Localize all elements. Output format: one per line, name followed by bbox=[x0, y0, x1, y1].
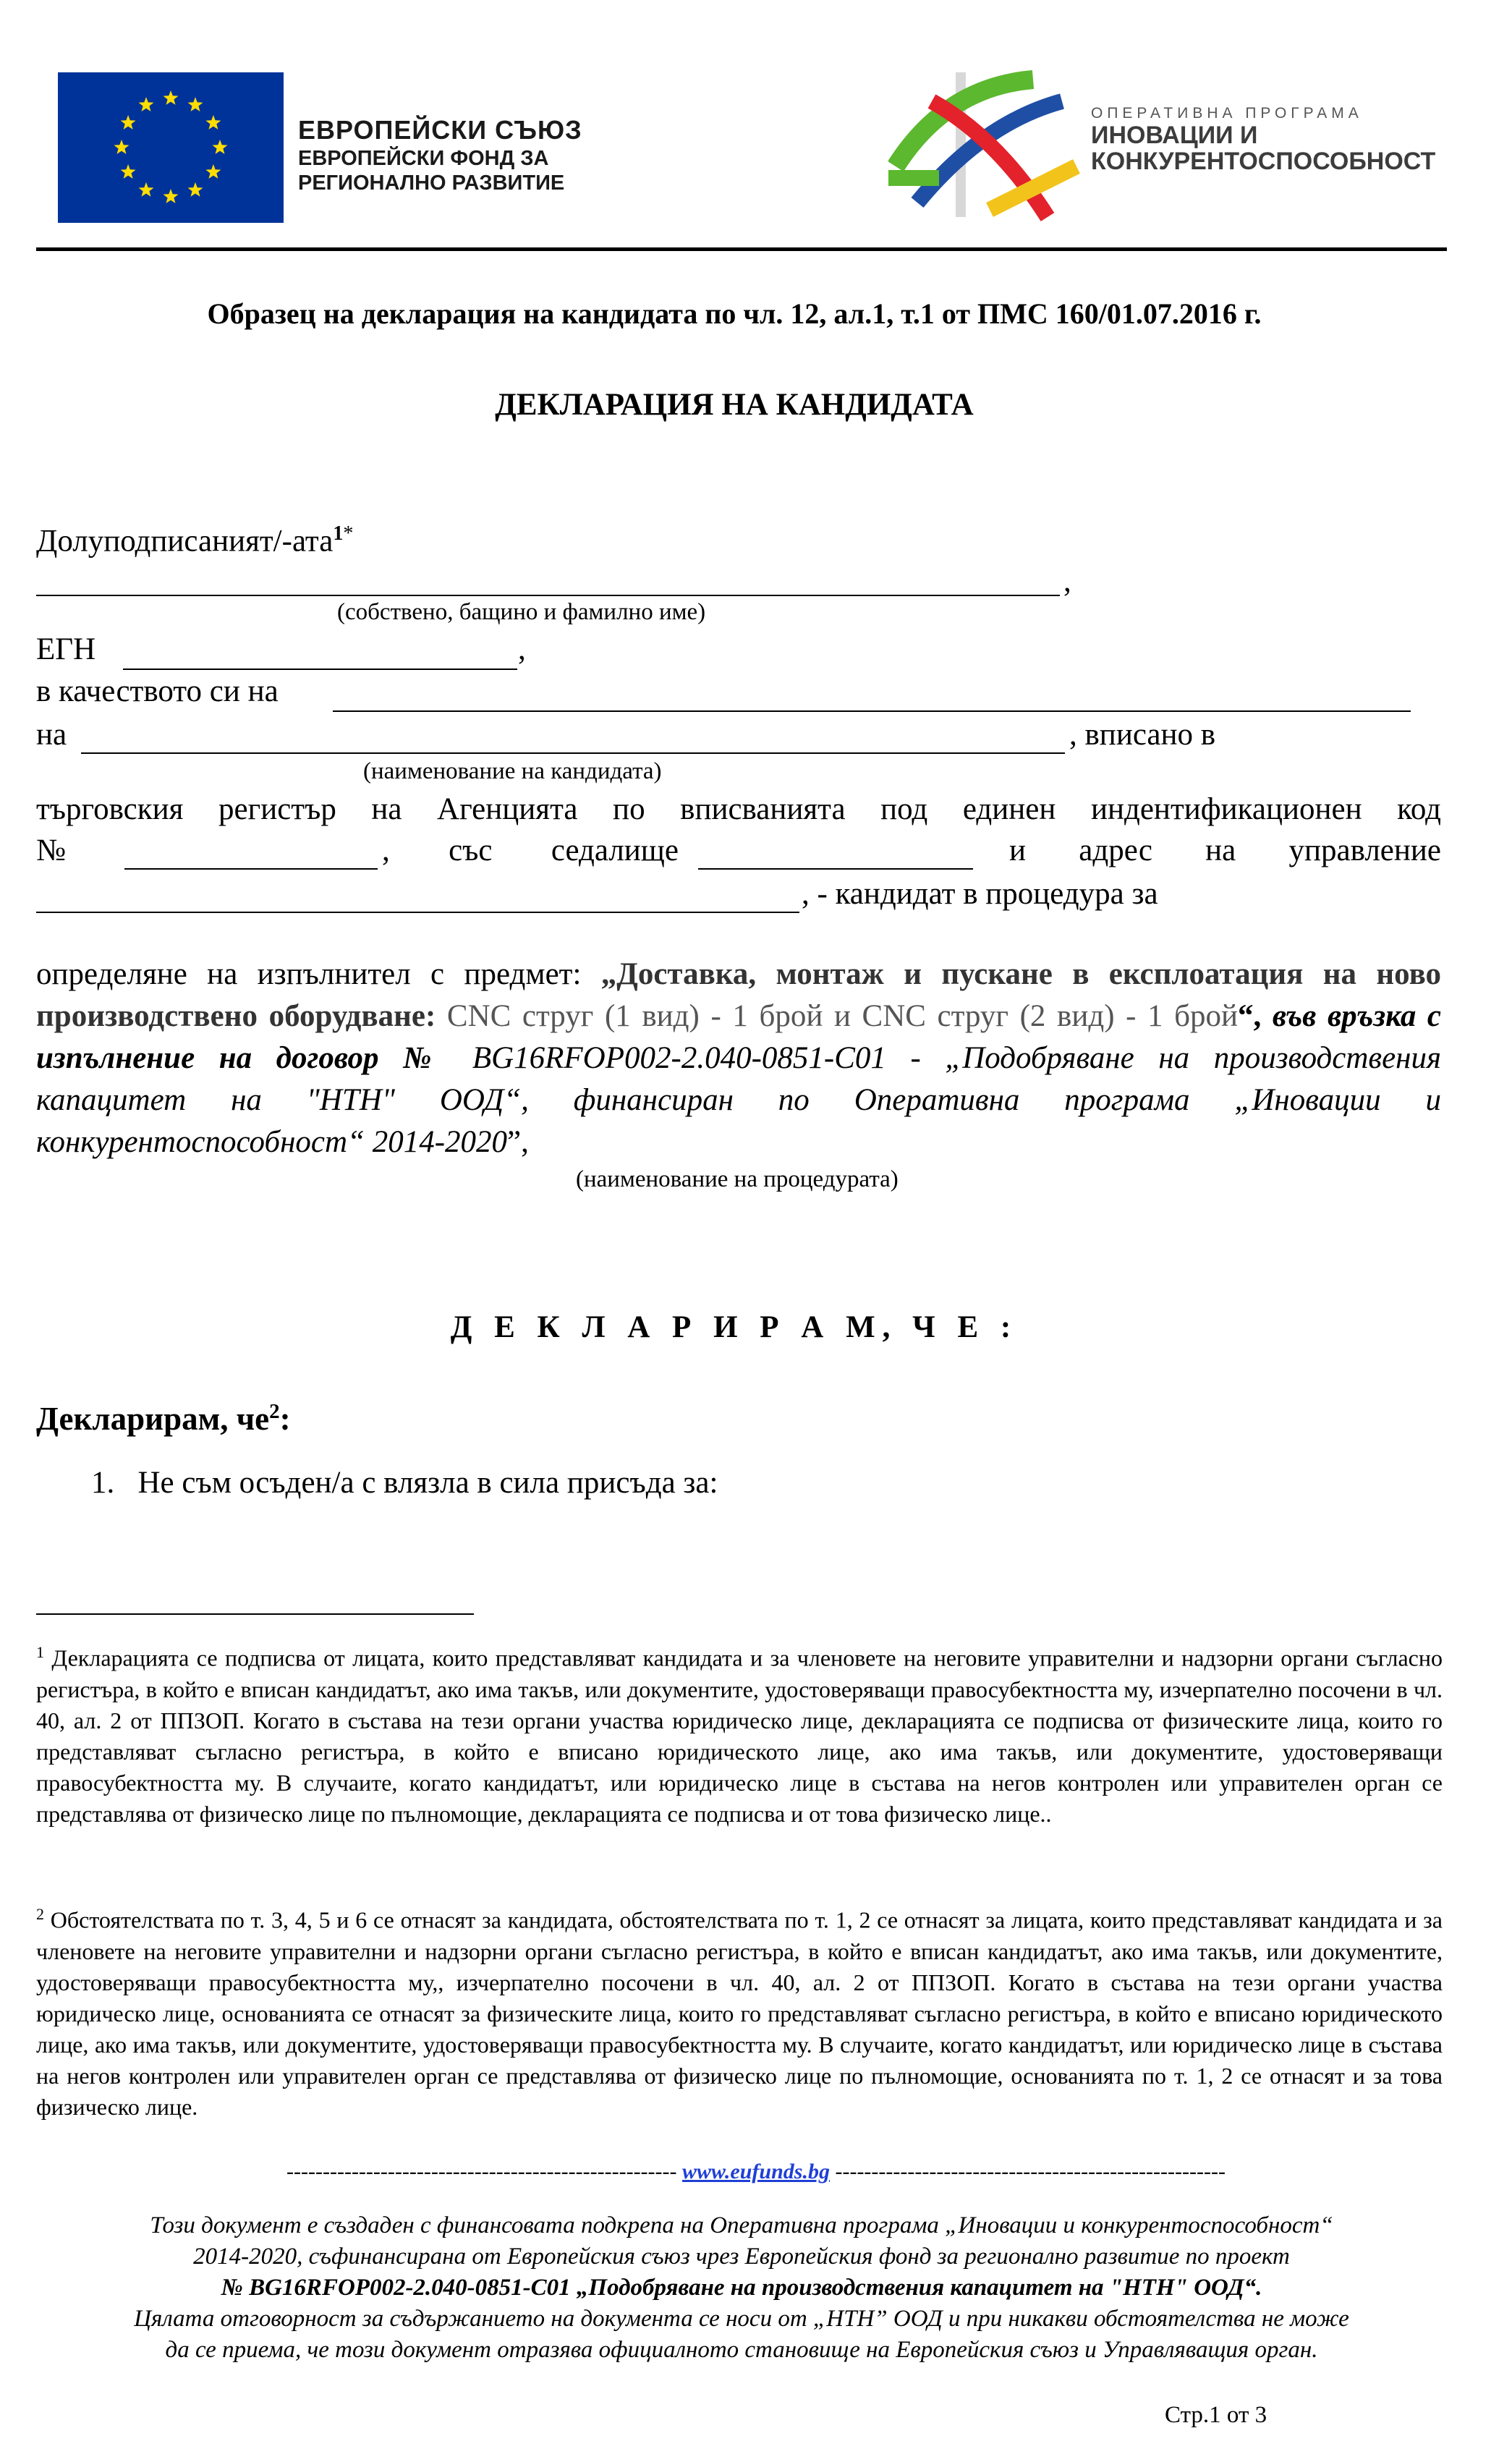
no-label: № bbox=[36, 833, 67, 867]
subject-intro: определяне на изпълнител с предмет: bbox=[36, 957, 601, 991]
declare-subheading: Декларирам, $че^2$: bbox=[36, 1400, 291, 1437]
register-line: търговския регистър на Агенцията по вписванията под единен индентификационен код bbox=[36, 792, 1441, 826]
subject-contract: BG16RFOP002-2.040-0851-C01 - „Подобряване на производствения капацитет на "НТН" ООД“, финансиран по Оперативна програма „Иновации и конкурентоспособност“ 2014-2020 bbox=[36, 1041, 1442, 1159]
capacity-field[interactable] bbox=[333, 710, 1411, 712]
eu-star-icon bbox=[121, 115, 136, 130]
footnote-2: $^2$ Обстоятелствата по т. 3, 4, 5 и 6 се отнасят за кандидата, обстоятелствата по т. 1, 2 се отнасят за лицата, които представляват кандидата и за членовете на неговите управителни и надзорни органи съгласно регистъра, в който е вписан кандидатът, ако има такъв, или документите, удостоверяващи правосубектността му,, изчерпателно посочени в чл. 40, ал. 2 от ППЗОП. Когато в състава на тези органи участва юридическо лице, основанията се отнасят за физическите лица, които го представляват съгласно регистъра, в който е вписано юридическото лице, ако има такъв, или документите, удостоверяващи правосубектността му. В случаите, когато кандидатът, или юридическо лице в състава на негов контролен или управителен орган се представлява от физическо лице по пълномощие, основанията по т. 1, 2 се отнасят и за това физическо лице. bbox=[36, 1905, 1443, 2120]
address-field[interactable] bbox=[36, 912, 799, 913]
capacity-label: в качеството си на bbox=[36, 674, 279, 708]
eu-line-3: РЕГИОНАЛНО РАЗВИТИЕ bbox=[298, 171, 565, 195]
disclaimer-line-2: 2014-2020, съфинансирана от Европейския съюз чрез Европейския фонд за регионално развитие по проект bbox=[193, 2244, 1290, 2270]
eu-line-1: ЕВРОПЕЙСКИ СЪЮЗ bbox=[298, 115, 582, 145]
eu-star-icon bbox=[188, 97, 203, 111]
declare-item-1: 1. Не съм осъден/а с влязла в сила присъда за: bbox=[91, 1466, 718, 1500]
declare-heading: Д Е К Л А Р И Р А М, Ч Е : bbox=[450, 1310, 1019, 1344]
seat-field[interactable] bbox=[698, 868, 973, 870]
footnote-1: $^1$ Декларацията се подписва от лицата, които представляват кандидата и за членовете на неговите управителни и надзорни органи съгласно регистъра, в който е вписан кандидатът, ако има такъв, или документите, удостоверяващи правосубектността му, изчерпателно посочени в чл. 40, ал. 2 от ППЗОП. Когато в състава на тези органи участва юридическо лице, декларацията се подписва от физическите лица, които го представляват съгласно регистъра, в който е вписано юридическото лице, ако има такъв, или документите, удостоверяващи правосубектността му. В случаите, когато кандидатът, или юридическо лице в състава на негов контролен или управителен орган се представлява от физическо лице по пълномощие, декларацията се подписва и от това физическо лице.. bbox=[36, 1643, 1443, 1827]
subject-italic-bold: във връзка с изпълнение на договор № bbox=[36, 999, 1441, 1075]
name-note: (собствено, бащино и фамилно име) bbox=[337, 599, 706, 625]
name-comma: , bbox=[1063, 564, 1071, 598]
eu-logo-text bbox=[298, 114, 582, 195]
eu-star-icon bbox=[139, 97, 154, 111]
disclaimer-line-5: да се приема, че този документ отразява официалното становище на Европейския съюз и Управляващия орган. bbox=[165, 2337, 1318, 2363]
eu-star-icon bbox=[205, 115, 221, 130]
funding-disclaimer bbox=[43, 2210, 1440, 2366]
egn-label: ЕГН bbox=[36, 632, 96, 666]
disclaimer-line-1: Този документ е създаден с финансовата подкрепа на Оперативна програма „Иновации и конкурентоспособност“ bbox=[150, 2212, 1333, 2238]
subject-gray: CNC струг (1 вид) - 1 брой и CNC струг (2 вид) - 1 брой bbox=[436, 999, 1239, 1033]
disclaimer-line-3: № BG16RFOP002-2.040-0851-C01 „Подобряване на производствения капацитет на "НТН" ООД“. bbox=[221, 2275, 1262, 2301]
subject-end: ”, bbox=[507, 1125, 529, 1159]
disclaimer-line-4: Цялата отговорност за съдържанието на документа се носи от „НТН” ООД и при никакви обстоятелства не може bbox=[134, 2306, 1349, 2332]
seat-label: , със седалище bbox=[382, 833, 679, 867]
eu-star-icon bbox=[139, 182, 154, 197]
footnote-divider bbox=[36, 1613, 474, 1615]
candidate-note: (наименование на кандидата) bbox=[363, 758, 662, 784]
egn-comma: , bbox=[518, 632, 526, 666]
eu-line-2: ЕВРОПЕЙСКИ ФОНД ЗА bbox=[298, 147, 549, 170]
declaration-title: ДЕКЛАРАЦИЯ НА КАНДИДАТА bbox=[495, 388, 974, 422]
na-label: на bbox=[36, 718, 67, 752]
eu-stars-icon bbox=[58, 72, 284, 223]
op-logo-text bbox=[1091, 105, 1435, 174]
op-line-2: ИНОВАЦИИ И bbox=[1091, 122, 1258, 149]
op-line-3: КОНКУРЕНТОСПОСОБНОСТ bbox=[1091, 148, 1436, 175]
subject-quote-close: “, bbox=[1238, 999, 1262, 1033]
eu-star-icon bbox=[163, 189, 179, 203]
op-logo-icon bbox=[888, 58, 1084, 224]
eu-star-icon bbox=[121, 164, 136, 179]
eik-field[interactable] bbox=[124, 868, 378, 870]
footer-dash-line: ------------------------------------------------------ www.eufunds.bg ------------------------------------------------------ bbox=[286, 2160, 1226, 2183]
name-field[interactable] bbox=[36, 595, 1060, 596]
eu-star-icon bbox=[163, 90, 179, 105]
eu-star-icon bbox=[188, 182, 203, 197]
page-number: Стр.1 от 3 bbox=[1165, 2402, 1267, 2428]
eu-star-icon bbox=[213, 140, 228, 154]
address-label: и адрес на управление bbox=[1009, 833, 1441, 867]
subject-paragraph bbox=[36, 954, 1441, 1163]
op-line-1: ОПЕРАТИВНА ПРОГРАМА bbox=[1091, 105, 1363, 122]
eu-star-icon bbox=[205, 164, 221, 179]
subject-bold: „Доставка, монтаж и пускане в експлоатация на ново производствено оборудване: bbox=[36, 957, 1441, 1033]
eufunds-link[interactable]: www.eufunds.bg bbox=[682, 2160, 830, 2183]
registered-label: , вписано в bbox=[1069, 718, 1216, 752]
eu-star-icon bbox=[114, 140, 129, 154]
undersigned-label: Долуподписаният/-ата$^{1*}$ bbox=[36, 522, 354, 559]
egn-field[interactable] bbox=[123, 669, 517, 670]
form-title: Образец на декларация на кандидата по чл. 12, ал.1, т.1 от ПМС 160/01.07.2016 г. bbox=[207, 297, 1262, 330]
candidate-name-field[interactable] bbox=[81, 752, 1065, 754]
eu-flag-logo bbox=[58, 72, 284, 223]
header-divider bbox=[36, 247, 1447, 251]
procedure-note: (наименование на процедурата) bbox=[576, 1166, 899, 1192]
candidate-in-label: , - кандидат в процедура за bbox=[802, 877, 1158, 911]
